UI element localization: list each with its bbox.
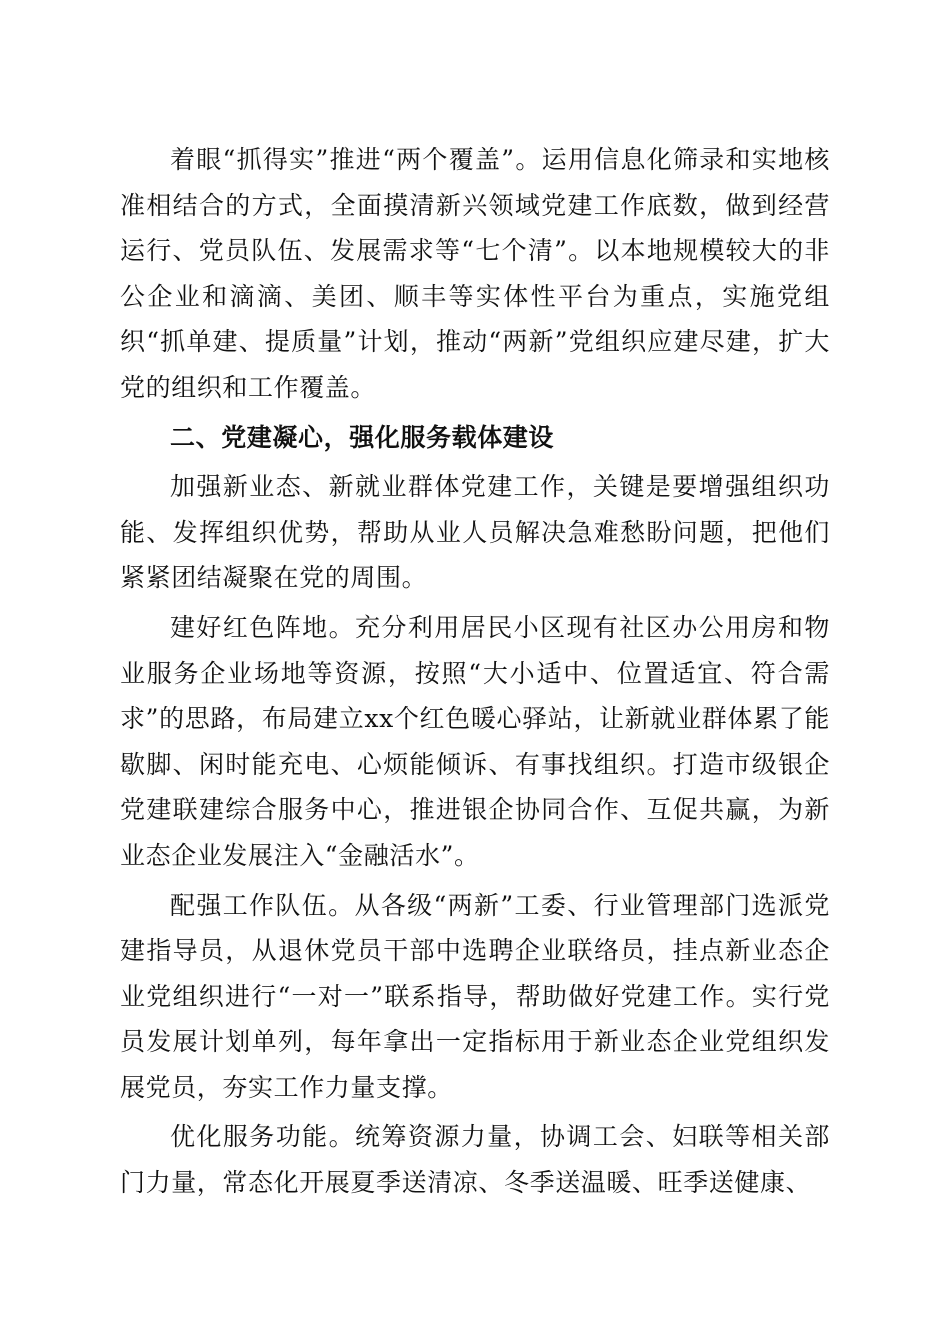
section-heading-2: 二、党建凝心，强化服务载体建设	[170, 422, 555, 452]
paragraph-work-team: 配强工作队伍。从各级“两新”工委、行业管理部门选派党建指导员，从退休党员干部中选聘企业联络员，挂点新业态企业党组织进行“一对一”联系指导，帮助做好党建工作。实行党员发展计划单列，每年拿出一定指标用于新业态企业党组织发展党员，夯实工作力量支撑。	[120, 890, 830, 1102]
paragraph-two-coverages: 着眼“抓得实”推进“两个覆盖”。运用信息化筛录和实地核准相结合的方式，全面摸清新兴领域党建工作底数，做到经营运行、党员队伍、发展需求等“七个清”。以本地规模较大的非公企业和滴滴、美团、顺丰等实体性平台为重点，实施党组织“抓单建、提质量”计划，推动“两新”党组织应建尽建，扩大党的组织和工作覆盖。	[120, 145, 830, 402]
paragraph-red-position: 建好红色阵地。充分利用居民小区现有社区办公用房和物业服务企业场地等资源，按照“大小适中、位置适宜、符合需求”的思路，布局建立xx个红色暖心驿站，让新就业群体累了能歇脚、闲时能充电、心烦能倾诉、有事找组织。打造市级银企党建联建综合服务中心，推进银企协同合作、互促共赢，为新业态企业发展注入“金融活水”。	[120, 612, 830, 870]
document-body	[120, 137, 830, 1206]
paragraph-intro: 加强新业态、新就业群体党建工作，关键是要增强组织功能、发挥组织优势，帮助从业人员解决急难愁盼问题，把他们紧紧团结凝聚在党的周围。	[120, 472, 830, 593]
paragraph-service-function: 优化服务功能。统筹资源力量，协调工会、妇联等相关部门力量，常态化开展夏季送清凉、冬季送温暖、旺季送健康、	[120, 1122, 830, 1198]
